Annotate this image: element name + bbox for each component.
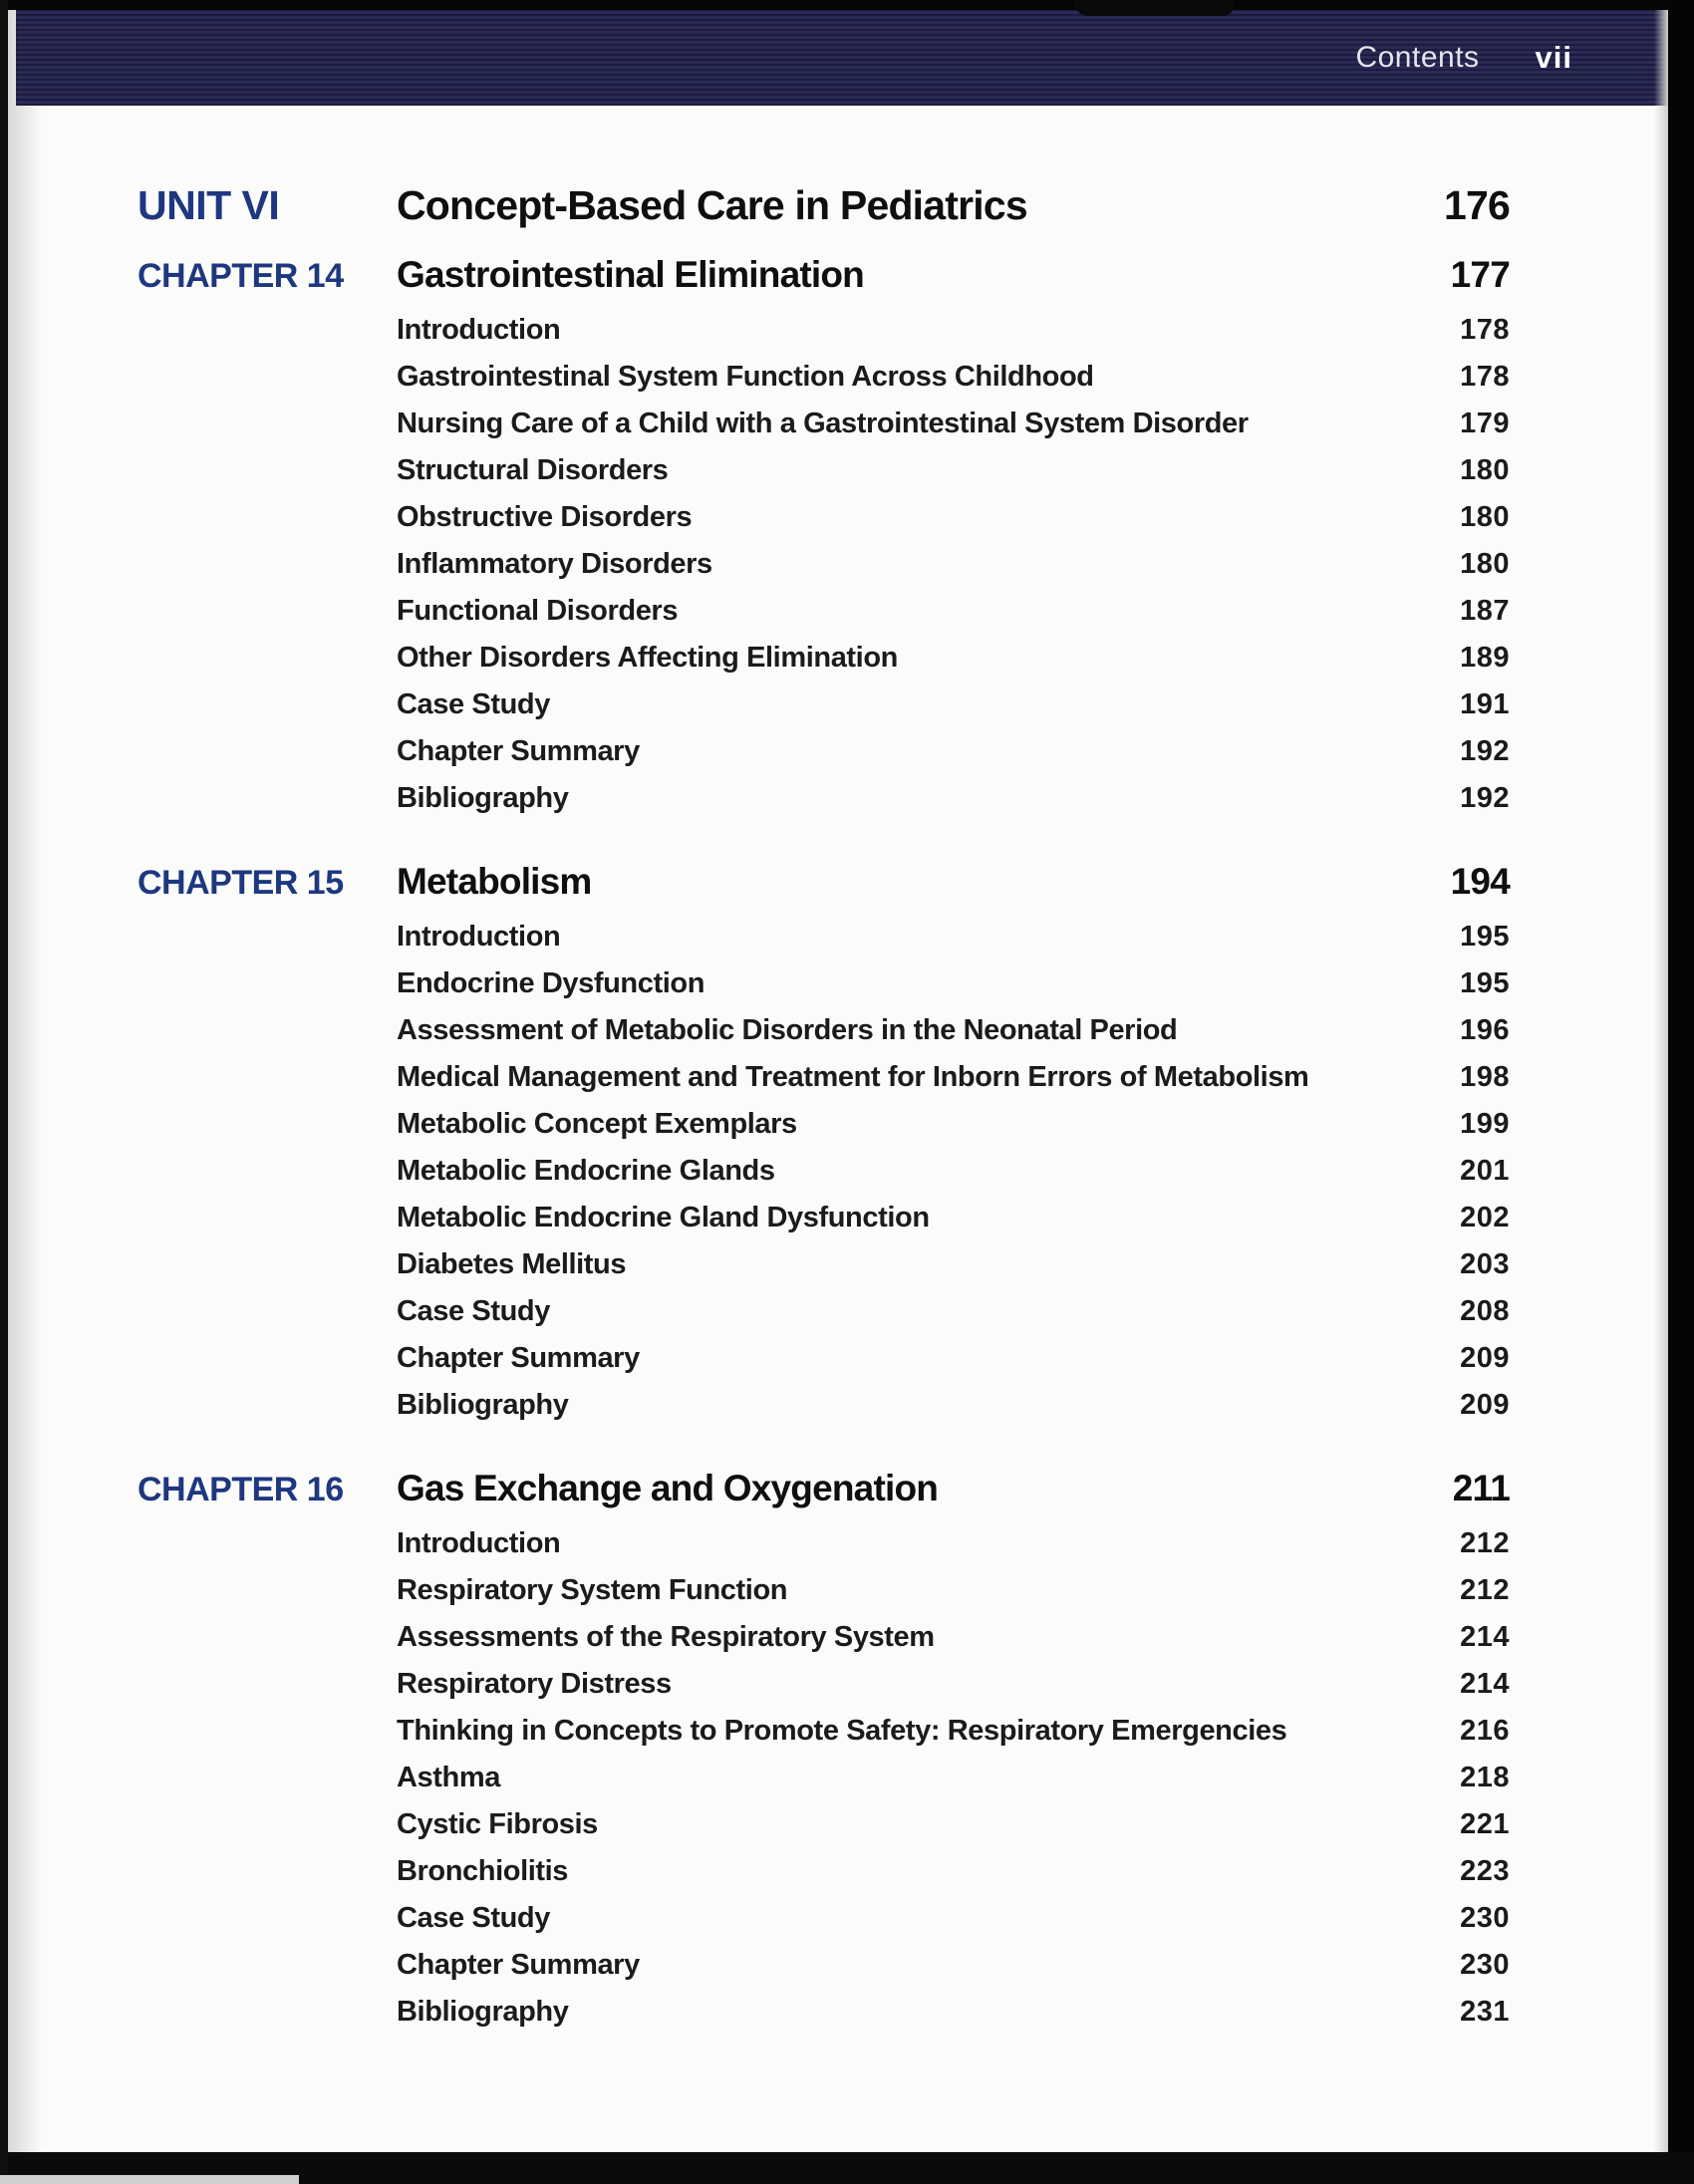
chapter-label: CHAPTER 15 bbox=[138, 864, 344, 902]
chapter-label: CHAPTER 16 bbox=[138, 1471, 344, 1508]
toc-item-row bbox=[138, 1151, 1510, 1198]
chapter-title: Metabolism bbox=[397, 861, 592, 902]
chapter-page-number: 177 bbox=[1450, 254, 1510, 295]
toc-item-page-number: 178 bbox=[1460, 314, 1510, 346]
toc-item-label: Medical Management and Treatment for Inborn Errors of Metabolism bbox=[397, 1061, 1309, 1093]
toc-item-row bbox=[138, 1992, 1510, 2039]
toc-item-page-number: 180 bbox=[1460, 501, 1510, 533]
toc-item-page-number: 208 bbox=[1460, 1295, 1510, 1327]
toc-item-row bbox=[138, 1338, 1510, 1385]
toc-item-label: Gastrointestinal System Function Across Childhood bbox=[397, 361, 1094, 393]
toc-item-page-number: 180 bbox=[1460, 548, 1510, 580]
toc-item-row bbox=[138, 638, 1510, 684]
scan-notch-bottom-left bbox=[0, 2175, 299, 2184]
toc-item-label: Assessment of Metabolic Disorders in the Neonatal Period bbox=[397, 1014, 1178, 1046]
toc-item-row bbox=[138, 1851, 1510, 1898]
toc-item-page-number: 202 bbox=[1460, 1202, 1510, 1233]
toc-item-label: Bronchiolitis bbox=[397, 1855, 569, 1887]
toc-item-label: Metabolic Concept Exemplars bbox=[397, 1108, 797, 1140]
toc-item-row bbox=[138, 404, 1510, 450]
chapter-title: Gas Exchange and Oxygenation bbox=[397, 1468, 939, 1508]
toc-item-row bbox=[138, 450, 1510, 497]
toc-item-row bbox=[138, 778, 1510, 825]
toc-item-label: Bibliography bbox=[397, 782, 569, 814]
toc-item-label: Structural Disorders bbox=[397, 454, 669, 486]
table-of-contents bbox=[138, 182, 1510, 2039]
toc-item-row bbox=[138, 1617, 1510, 1664]
toc-item-row bbox=[138, 1664, 1510, 1711]
toc-item-label: Introduction bbox=[397, 314, 561, 346]
toc-item-row bbox=[138, 497, 1510, 544]
toc-item-label: Bibliography bbox=[397, 1996, 569, 2028]
toc-item-label: Case Study bbox=[397, 1902, 550, 1934]
toc-item-row bbox=[138, 591, 1510, 638]
toc-item-label: Nursing Care of a Child with a Gastrointestinal System Disorder bbox=[397, 408, 1249, 439]
toc-item-label: Other Disorders Affecting Elimination bbox=[397, 642, 898, 674]
toc-item-row bbox=[138, 1570, 1510, 1617]
chapter-row bbox=[138, 254, 1510, 310]
toc-item-page-number: 199 bbox=[1460, 1108, 1510, 1140]
running-head-page-number: vii bbox=[1535, 40, 1572, 75]
toc-item-page-number: 216 bbox=[1460, 1715, 1510, 1747]
chapter-label: CHAPTER 14 bbox=[138, 257, 344, 295]
chapter-row bbox=[138, 861, 1510, 917]
scan-edge-top bbox=[0, 0, 1694, 10]
toc-item-page-number: 189 bbox=[1460, 642, 1510, 674]
toc-item-row bbox=[138, 1385, 1510, 1432]
toc-item-page-number: 191 bbox=[1460, 688, 1510, 720]
toc-item-page-number: 231 bbox=[1460, 1996, 1510, 2028]
toc-item-row bbox=[138, 1758, 1510, 1804]
toc-item-page-number: 180 bbox=[1460, 454, 1510, 486]
toc-item-page-number: 230 bbox=[1460, 1902, 1510, 1934]
toc-item-label: Chapter Summary bbox=[397, 1342, 640, 1374]
toc-item-row bbox=[138, 917, 1510, 963]
toc-item-row bbox=[138, 1523, 1510, 1570]
chapter-row bbox=[138, 1468, 1510, 1523]
toc-item-label: Respiratory Distress bbox=[397, 1668, 672, 1700]
unit-row bbox=[138, 182, 1510, 240]
toc-item-label: Assessments of the Respiratory System bbox=[397, 1621, 935, 1653]
scan-edge-left bbox=[0, 0, 8, 2184]
toc-item-page-number: 179 bbox=[1460, 408, 1510, 439]
toc-item-label: Endocrine Dysfunction bbox=[397, 967, 706, 999]
toc-item-label: Asthma bbox=[397, 1762, 500, 1793]
toc-item-page-number: 223 bbox=[1460, 1855, 1510, 1887]
toc-item-page-number: 195 bbox=[1460, 921, 1510, 953]
toc-item-page-number: 187 bbox=[1460, 595, 1510, 627]
toc-item-label: Chapter Summary bbox=[397, 735, 640, 767]
toc-item-label: Introduction bbox=[397, 1527, 561, 1559]
toc-item-page-number: 203 bbox=[1460, 1248, 1510, 1280]
toc-item-page-number: 214 bbox=[1460, 1668, 1510, 1700]
toc-item-row bbox=[138, 963, 1510, 1010]
toc-item-label: Metabolic Endocrine Gland Dysfunction bbox=[397, 1202, 930, 1233]
toc-item-row bbox=[138, 1244, 1510, 1291]
toc-item-label: Obstructive Disorders bbox=[397, 501, 693, 533]
toc-item-label: Inflammatory Disorders bbox=[397, 548, 712, 580]
toc-item-label: Introduction bbox=[397, 921, 561, 953]
toc-item-row bbox=[138, 1804, 1510, 1851]
toc-item-label: Case Study bbox=[397, 688, 550, 720]
toc-item-label: Case Study bbox=[397, 1295, 550, 1327]
toc-item-page-number: 218 bbox=[1460, 1762, 1510, 1793]
toc-item-page-number: 178 bbox=[1460, 361, 1510, 393]
toc-item-page-number: 221 bbox=[1460, 1808, 1510, 1840]
toc-item-label: Cystic Fibrosis bbox=[397, 1808, 598, 1840]
toc-item-label: Bibliography bbox=[397, 1389, 569, 1421]
toc-item-page-number: 195 bbox=[1460, 967, 1510, 999]
toc-item-label: Thinking in Concepts to Promote Safety: Respiratory Emergencies bbox=[397, 1715, 1287, 1747]
unit-label: UNIT VI bbox=[138, 182, 280, 228]
toc-item-row bbox=[138, 1291, 1510, 1338]
toc-item-row bbox=[138, 1104, 1510, 1151]
toc-item-row bbox=[138, 1945, 1510, 1992]
scan-smudge bbox=[1074, 0, 1234, 16]
running-head-bar bbox=[16, 10, 1682, 106]
scan-edge-right bbox=[1668, 0, 1694, 2184]
toc-item-page-number: 198 bbox=[1460, 1061, 1510, 1093]
toc-item-page-number: 212 bbox=[1460, 1574, 1510, 1606]
toc-item-row bbox=[138, 684, 1510, 731]
toc-item-row bbox=[138, 310, 1510, 357]
unit-page-number: 176 bbox=[1443, 182, 1510, 228]
toc-item-row bbox=[138, 1898, 1510, 1945]
toc-item-row bbox=[138, 544, 1510, 591]
toc-item-row bbox=[138, 1711, 1510, 1758]
toc-item-page-number: 201 bbox=[1460, 1155, 1510, 1187]
running-head-title: Contents bbox=[1355, 41, 1480, 74]
unit-title: Concept-Based Care in Pediatrics bbox=[397, 182, 1027, 228]
toc-item-label: Respiratory System Function bbox=[397, 1574, 788, 1606]
toc-item-page-number: 214 bbox=[1460, 1621, 1510, 1653]
toc-item-row bbox=[138, 1010, 1510, 1057]
toc-item-page-number: 209 bbox=[1460, 1389, 1510, 1421]
chapter-page-number: 211 bbox=[1452, 1468, 1510, 1508]
toc-item-label: Functional Disorders bbox=[397, 595, 679, 627]
page-sheet bbox=[8, 0, 1668, 2152]
toc-item-page-number: 192 bbox=[1460, 782, 1510, 814]
toc-item-row bbox=[138, 1057, 1510, 1104]
toc-item-page-number: 209 bbox=[1460, 1342, 1510, 1374]
toc-item-row bbox=[138, 1198, 1510, 1244]
toc-item-page-number: 192 bbox=[1460, 735, 1510, 767]
toc-item-label: Chapter Summary bbox=[397, 1949, 640, 1981]
chapter-page-number: 194 bbox=[1450, 861, 1510, 902]
toc-item-label: Metabolic Endocrine Glands bbox=[397, 1155, 775, 1187]
toc-item-row bbox=[138, 357, 1510, 404]
chapter-title: Gastrointestinal Elimination bbox=[397, 254, 864, 295]
toc-item-row bbox=[138, 731, 1510, 778]
toc-item-label: Diabetes Mellitus bbox=[397, 1248, 627, 1280]
toc-item-page-number: 212 bbox=[1460, 1527, 1510, 1559]
toc-item-page-number: 230 bbox=[1460, 1949, 1510, 1981]
toc-item-page-number: 196 bbox=[1460, 1014, 1510, 1046]
